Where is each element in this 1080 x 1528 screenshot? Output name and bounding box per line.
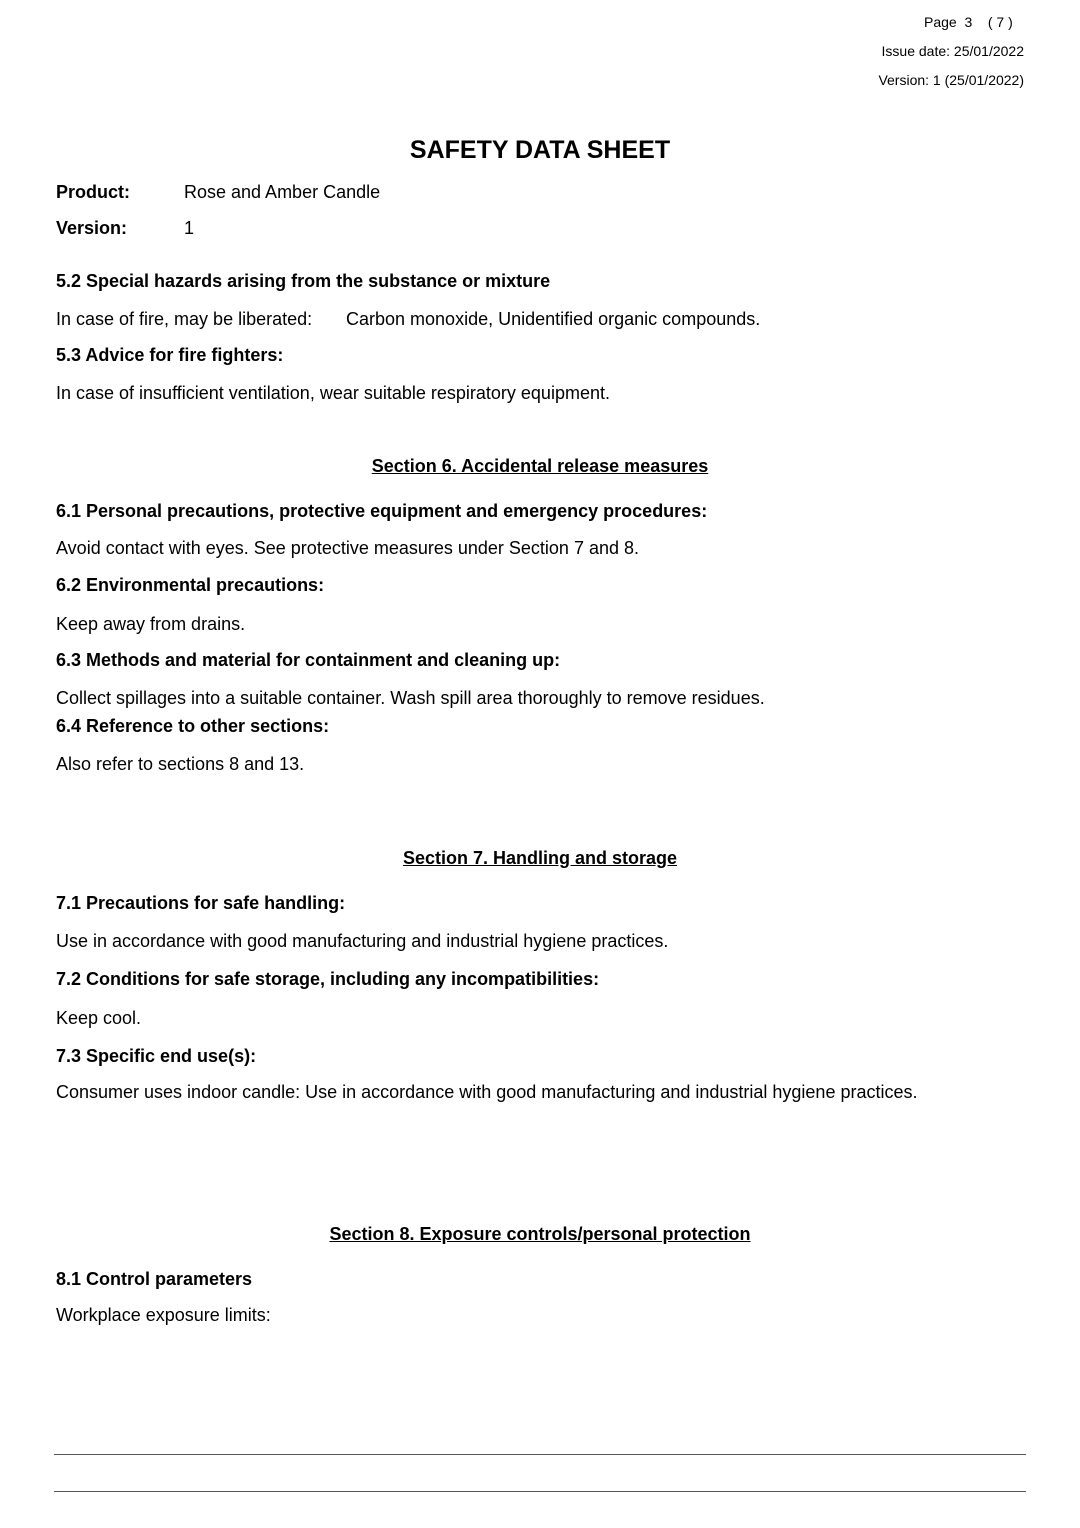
footer-rule-top — [54, 1454, 1026, 1455]
product-value: Rose and Amber Candle — [184, 182, 381, 202]
version-value: 1 — [184, 218, 195, 238]
footer-rule-bottom — [54, 1491, 1026, 1492]
text-6-3: Collect spillages into a suitable container. Wash spill area thoroughly to remove residues. — [56, 688, 765, 708]
text-5-3: In case of insufficient ventilation, wear suitable respiratory equipment. — [56, 383, 610, 403]
text-8-1: Workplace exposure limits: — [56, 1305, 271, 1325]
heading-6-4: 6.4 Reference to other sections: — [56, 716, 330, 736]
section-6-title: Section 6. Accidental release measures — [371, 456, 709, 476]
section-7-title: Section 7. Handling and storage — [402, 848, 678, 868]
text-6-1: Avoid contact with eyes. See protective measures under Section 7 and 8. — [56, 538, 640, 558]
fire-value: Carbon monoxide, Unidentified organic compounds. — [346, 309, 761, 329]
heading-8-1: 8.1 Control parameters — [56, 1269, 253, 1289]
version-label: Version: — [56, 218, 128, 238]
text-7-1: Use in accordance with good manufacturing and industrial hygiene practices. — [56, 931, 669, 951]
heading-6-2: 6.2 Environmental precautions: — [56, 575, 325, 595]
fire-label: In case of fire, may be liberated: — [56, 309, 313, 329]
section-8-title: Section 8. Exposure controls/personal protection — [329, 1224, 751, 1244]
heading-7-2: 7.2 Conditions for safe storage, including any incompatibilities: — [56, 969, 600, 989]
heading-5-3: 5.3 Advice for fire fighters: — [56, 345, 284, 365]
text-6-2: Keep away from drains. — [56, 614, 246, 634]
product-label: Product: — [56, 182, 130, 202]
text-7-2: Keep cool. — [56, 1008, 142, 1028]
text-7-3: Consumer uses indoor candle: Use in accordance with good manufacturing and industrial hygiene practices. — [56, 1082, 918, 1102]
text-6-4: Also refer to sections 8 and 13. — [56, 754, 305, 774]
page-total: ( 7 ) — [987, 14, 1013, 30]
version-date: Version: 1 (25/01/2022) — [878, 72, 1024, 88]
page-number-label — [924, 14, 1013, 30]
heading-5-2: 5.2 Special hazards arising from the substance or mixture — [56, 271, 551, 291]
heading-6-3: 6.3 Methods and material for containment and cleaning up: — [56, 650, 561, 670]
heading-7-3: 7.3 Specific end use(s): — [56, 1046, 257, 1066]
document-title: SAFETY DATA SHEET — [409, 136, 671, 164]
heading-7-1: 7.1 Precautions for safe handling: — [56, 893, 346, 913]
page-current: 3 — [964, 14, 973, 30]
issue-date: Issue date: 25/01/2022 — [881, 43, 1024, 59]
heading-6-1: 6.1 Personal precautions, protective equipment and emergency procedures: — [56, 501, 708, 521]
page-word: Page — [924, 14, 957, 30]
